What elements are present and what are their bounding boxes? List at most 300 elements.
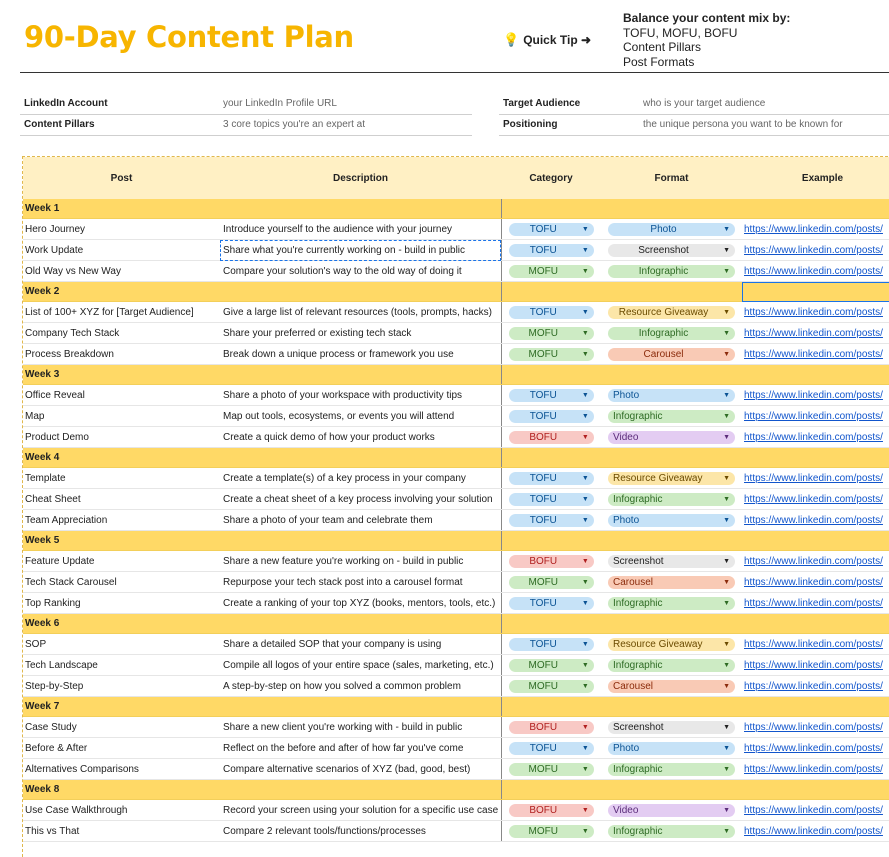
format-cell[interactable] xyxy=(601,240,742,261)
category-dropdown[interactable] xyxy=(509,638,594,651)
category-cell[interactable] xyxy=(501,717,601,738)
dropdown-arrow-icon: ▼ xyxy=(723,599,730,607)
table-row xyxy=(23,759,889,780)
dropdown-arrow-icon: ▼ xyxy=(723,412,730,420)
dropdown-arrow-icon: ▼ xyxy=(723,308,730,316)
example-link[interactable]: https://www.linkedin.com/posts/ xyxy=(742,323,889,344)
table-row xyxy=(23,593,889,614)
description-cell[interactable]: Give a large list of relevant resources (tools, prompts, hacks) xyxy=(220,302,501,323)
table-row xyxy=(23,240,889,261)
format-dropdown[interactable] xyxy=(608,555,735,568)
week-header-row xyxy=(23,780,889,800)
format-cell[interactable] xyxy=(601,406,742,427)
format-cell[interactable] xyxy=(601,717,742,738)
content-pillars-label: Content Pillars xyxy=(24,119,95,130)
category-value: MOFU xyxy=(528,327,558,339)
category-value: MOFU xyxy=(528,576,558,588)
post-cell[interactable]: Company Tech Stack xyxy=(23,323,220,344)
format-dropdown[interactable] xyxy=(608,576,735,589)
category-cell[interactable] xyxy=(501,240,601,261)
dropdown-arrow-icon: ▼ xyxy=(581,682,589,690)
example-cell[interactable] xyxy=(742,614,889,634)
dropdown-arrow-icon: ▼ xyxy=(723,723,730,731)
format-value: Photo xyxy=(613,742,640,754)
week-label: Week 4 xyxy=(23,448,220,468)
category-dropdown[interactable] xyxy=(509,555,594,568)
category-dropdown[interactable] xyxy=(509,514,594,527)
example-link[interactable]: https://www.linkedin.com/posts/ xyxy=(742,655,889,676)
content-mix-line: Content Pillars xyxy=(623,40,702,55)
format-value: Resource Giveaway xyxy=(613,638,703,650)
post-cell[interactable]: Product Demo xyxy=(23,427,220,448)
description-cell[interactable]: Record your screen using your solution for a specific use case xyxy=(220,800,501,821)
example-link[interactable]: https://www.linkedin.com/posts/ xyxy=(742,385,889,406)
table-row xyxy=(23,427,889,448)
category-cell[interactable] xyxy=(501,676,601,697)
dropdown-arrow-icon: ▼ xyxy=(581,806,589,814)
post-cell[interactable]: Top Ranking xyxy=(23,593,220,614)
category-cell[interactable] xyxy=(501,655,601,676)
post-cell[interactable]: Before & After xyxy=(23,738,220,759)
description-cell[interactable]: Compare your solution's way to the old way of doing it xyxy=(220,261,501,282)
category-value: TOFU xyxy=(529,597,557,609)
dropdown-arrow-icon: ▼ xyxy=(723,267,730,275)
content-pillars-row[interactable] xyxy=(20,115,472,136)
description-cell[interactable]: Break down a unique process or framework you use xyxy=(220,344,501,365)
dropdown-arrow-icon: ▼ xyxy=(581,827,589,835)
category-dropdown[interactable] xyxy=(509,327,594,340)
format-cell[interactable] xyxy=(601,634,742,655)
content-pillars-value[interactable]: 3 core topics you're an expert at xyxy=(223,119,365,130)
category-dropdown[interactable] xyxy=(509,348,594,361)
description-cell[interactable]: Share a detailed SOP that your company is using xyxy=(220,634,501,655)
dropdown-arrow-icon: ▼ xyxy=(581,246,589,254)
format-dropdown[interactable] xyxy=(608,638,735,651)
column-header-description[interactable]: Description xyxy=(220,157,501,199)
description-cell[interactable]: Share a new client you're working with - build in public xyxy=(220,717,501,738)
week-header-row xyxy=(23,614,889,634)
format-dropdown[interactable] xyxy=(608,265,735,278)
dropdown-arrow-icon: ▼ xyxy=(581,350,589,358)
table-row xyxy=(23,655,889,676)
category-value: BOFU xyxy=(529,721,558,733)
example-link[interactable]: https://www.linkedin.com/posts/ xyxy=(742,551,889,572)
format-value: Video xyxy=(613,431,639,443)
table-row xyxy=(23,489,889,510)
post-cell[interactable]: Tech Landscape xyxy=(23,655,220,676)
category-cell[interactable] xyxy=(501,427,601,448)
category-value: MOFU xyxy=(528,763,558,775)
format-dropdown[interactable] xyxy=(608,721,735,734)
table-row xyxy=(23,344,889,365)
format-cell[interactable] xyxy=(601,302,742,323)
example-link[interactable]: https://www.linkedin.com/posts/ xyxy=(742,510,889,531)
table-header-row xyxy=(23,157,889,199)
table-row xyxy=(23,323,889,344)
description-cell[interactable]: Repurpose your tech stack post into a carousel format xyxy=(220,572,501,593)
category-value: BOFU xyxy=(529,431,558,443)
table-row xyxy=(23,717,889,738)
category-dropdown[interactable] xyxy=(509,306,594,319)
example-cell[interactable] xyxy=(742,697,889,717)
format-dropdown[interactable] xyxy=(608,472,735,485)
column-header-format[interactable]: Format xyxy=(601,157,742,199)
quick-tip-label: Quick Tip ➜ xyxy=(523,33,592,47)
category-cell[interactable] xyxy=(501,344,601,365)
category-value: TOFU xyxy=(529,244,557,256)
dropdown-arrow-icon: ▼ xyxy=(723,806,730,814)
format-cell[interactable] xyxy=(601,593,742,614)
table-row xyxy=(23,800,889,821)
example-cell[interactable] xyxy=(742,199,889,219)
format-value: Carousel xyxy=(613,576,654,588)
week-label: Week 2 xyxy=(23,282,220,302)
description-cell[interactable]: Introduce yourself to the audience with your journey xyxy=(220,219,501,240)
category-cell[interactable] xyxy=(501,323,601,344)
linkedin-account-row[interactable] xyxy=(20,94,472,115)
example-link[interactable]: https://www.linkedin.com/posts/ xyxy=(742,344,889,365)
format-cell[interactable] xyxy=(601,219,742,240)
week-header-row xyxy=(23,365,889,385)
example-link[interactable]: https://www.linkedin.com/posts/ xyxy=(742,489,889,510)
page-title: 90-Day Content Plan xyxy=(24,20,354,54)
category-value: MOFU xyxy=(528,348,558,360)
week-label: Week 3 xyxy=(23,365,220,385)
format-cell[interactable] xyxy=(601,572,742,593)
example-link[interactable]: https://www.linkedin.com/posts/ xyxy=(742,738,889,759)
week-header-row xyxy=(23,697,889,717)
format-value: Resource Giveaway xyxy=(618,306,709,318)
format-dropdown[interactable] xyxy=(608,223,735,236)
format-value: Infographic xyxy=(613,763,663,775)
category-cell[interactable] xyxy=(501,219,601,240)
category-cell[interactable] xyxy=(501,385,601,406)
post-cell[interactable]: Template xyxy=(23,468,220,489)
target-audience-row[interactable] xyxy=(499,94,889,115)
format-value: Screenshot xyxy=(613,555,664,567)
example-link[interactable]: https://www.linkedin.com/posts/ xyxy=(742,800,889,821)
category-dropdown[interactable] xyxy=(509,659,594,672)
positioning-value[interactable]: the unique persona you want to be known for xyxy=(643,119,843,130)
description-cell[interactable]: Share a photo of your workspace with productivity tips xyxy=(220,385,501,406)
category-dropdown[interactable] xyxy=(509,721,594,734)
dropdown-arrow-icon: ▼ xyxy=(581,474,589,482)
format-value: Photo xyxy=(613,389,640,401)
example-link[interactable]: https://www.linkedin.com/posts/ xyxy=(742,593,889,614)
description-cell[interactable]: Share a new feature you're working on - build in public xyxy=(220,551,501,572)
format-cell[interactable] xyxy=(601,261,742,282)
category-dropdown[interactable] xyxy=(509,389,594,402)
content-mix-line: Post Formats xyxy=(623,54,695,69)
format-cell[interactable] xyxy=(601,427,742,448)
post-cell[interactable]: List of 100+ XYZ for [Target Audience] xyxy=(23,302,220,323)
category-value: MOFU xyxy=(528,659,558,671)
example-link[interactable]: https://www.linkedin.com/posts/ xyxy=(742,572,889,593)
category-cell[interactable] xyxy=(501,821,601,842)
dropdown-arrow-icon: ▼ xyxy=(723,350,730,358)
category-dropdown[interactable] xyxy=(509,742,594,755)
example-cell[interactable] xyxy=(742,448,889,468)
positioning-label: Positioning xyxy=(503,119,558,130)
dropdown-arrow-icon: ▼ xyxy=(581,578,589,586)
format-value: Infographic xyxy=(638,265,689,277)
example-link[interactable]: https://www.linkedin.com/posts/ xyxy=(742,302,889,323)
target-audience-value[interactable]: who is your target audience xyxy=(643,98,766,109)
category-cell[interactable] xyxy=(501,302,601,323)
category-cell[interactable] xyxy=(501,489,601,510)
dropdown-arrow-icon: ▼ xyxy=(723,391,730,399)
example-link[interactable]: https://www.linkedin.com/posts/ xyxy=(742,676,889,697)
post-cell[interactable]: Feature Update xyxy=(23,551,220,572)
format-value: Infographic xyxy=(613,493,663,505)
description-cell[interactable]: Compare alternative scenarios of XYZ (bad, good, best) xyxy=(220,759,501,780)
table-row xyxy=(23,302,889,323)
format-value: Infographic xyxy=(613,659,663,671)
format-dropdown[interactable] xyxy=(608,410,735,423)
dropdown-arrow-icon: ▼ xyxy=(723,225,730,233)
description-cell[interactable]: Create a ranking of your top XYZ (books, mentors, tools, etc.) xyxy=(220,593,501,614)
format-cell[interactable] xyxy=(601,510,742,531)
description-cell[interactable]: Share what you're currently working on - build in public xyxy=(220,240,501,261)
format-cell[interactable] xyxy=(601,551,742,572)
format-value: Infographic xyxy=(613,410,663,422)
format-cell[interactable] xyxy=(601,489,742,510)
quick-tip xyxy=(503,32,591,48)
category-cell[interactable] xyxy=(501,468,601,489)
post-cell[interactable]: Map xyxy=(23,406,220,427)
description-cell[interactable]: Share a photo of your team and celebrate them xyxy=(220,510,501,531)
dropdown-arrow-icon: ▼ xyxy=(581,433,589,441)
table-row xyxy=(23,821,889,842)
category-dropdown[interactable] xyxy=(509,680,594,693)
example-link[interactable]: https://www.linkedin.com/posts/ xyxy=(742,717,889,738)
description-cell[interactable]: Create a quick demo of how your product works xyxy=(220,427,501,448)
category-cell[interactable] xyxy=(501,593,601,614)
category-dropdown[interactable] xyxy=(509,265,594,278)
category-value: TOFU xyxy=(529,638,557,650)
column-header-example[interactable]: Example xyxy=(742,157,889,199)
format-dropdown[interactable] xyxy=(608,825,735,838)
dropdown-arrow-icon: ▼ xyxy=(723,640,730,648)
category-dropdown[interactable] xyxy=(509,410,594,423)
category-dropdown[interactable] xyxy=(509,576,594,589)
example-cell[interactable] xyxy=(742,365,889,385)
table-row xyxy=(23,261,889,282)
category-value: TOFU xyxy=(529,514,557,526)
example-link[interactable]: https://www.linkedin.com/posts/ xyxy=(742,821,889,842)
dropdown-arrow-icon: ▼ xyxy=(581,412,589,420)
table-row xyxy=(23,572,889,593)
category-value: MOFU xyxy=(528,825,558,837)
format-value: Carousel xyxy=(643,348,684,360)
category-value: TOFU xyxy=(529,223,557,235)
format-cell[interactable] xyxy=(601,738,742,759)
example-cell[interactable] xyxy=(742,780,889,800)
format-cell[interactable] xyxy=(601,385,742,406)
category-dropdown[interactable] xyxy=(509,825,594,838)
category-cell[interactable] xyxy=(501,406,601,427)
description-cell[interactable]: Compare 2 relevant tools/functions/processes xyxy=(220,821,501,842)
table-row xyxy=(23,406,889,427)
category-value: TOFU xyxy=(529,410,557,422)
column-header-category[interactable]: Category xyxy=(501,157,601,199)
week-header-row xyxy=(23,531,889,551)
category-cell[interactable] xyxy=(501,510,601,531)
example-link[interactable]: https://www.linkedin.com/posts/ xyxy=(742,406,889,427)
post-cell[interactable]: Alternatives Comparisons xyxy=(23,759,220,780)
post-cell[interactable]: Use Case Walkthrough xyxy=(23,800,220,821)
example-link[interactable]: https://www.linkedin.com/posts/ xyxy=(742,219,889,240)
format-value: Photo xyxy=(650,223,677,235)
category-dropdown[interactable] xyxy=(509,597,594,610)
week-label: Week 7 xyxy=(23,697,220,717)
post-cell[interactable]: This vs That xyxy=(23,821,220,842)
format-cell[interactable] xyxy=(601,676,742,697)
dropdown-arrow-icon: ▼ xyxy=(581,225,589,233)
format-dropdown[interactable] xyxy=(608,763,735,776)
dropdown-arrow-icon: ▼ xyxy=(581,391,589,399)
dropdown-arrow-icon: ▼ xyxy=(723,433,730,441)
category-dropdown[interactable] xyxy=(509,763,594,776)
example-link[interactable]: https://www.linkedin.com/posts/ xyxy=(742,759,889,780)
format-dropdown[interactable] xyxy=(608,597,735,610)
post-cell[interactable]: Old Way vs New Way xyxy=(23,261,220,282)
dropdown-arrow-icon: ▼ xyxy=(581,640,589,648)
table-row xyxy=(23,468,889,489)
category-value: TOFU xyxy=(529,306,557,318)
format-dropdown[interactable] xyxy=(608,680,735,693)
table-row xyxy=(23,634,889,655)
post-cell[interactable]: Step-by-Step xyxy=(23,676,220,697)
post-cell[interactable]: Hero Journey xyxy=(23,219,220,240)
content-mix-heading: Balance your content mix by: xyxy=(623,11,791,25)
format-dropdown[interactable] xyxy=(608,514,735,527)
example-link[interactable]: https://www.linkedin.com/posts/ xyxy=(742,468,889,489)
dropdown-arrow-icon: ▼ xyxy=(581,516,589,524)
post-cell[interactable]: Process Breakdown xyxy=(23,344,220,365)
format-value: Video xyxy=(613,804,639,816)
week-label: Week 5 xyxy=(23,531,220,551)
post-cell[interactable]: SOP xyxy=(23,634,220,655)
category-value: MOFU xyxy=(528,680,558,692)
format-cell[interactable] xyxy=(601,468,742,489)
category-value: TOFU xyxy=(529,389,557,401)
category-dropdown[interactable] xyxy=(509,472,594,485)
category-dropdown[interactable] xyxy=(509,244,594,257)
column-header-post[interactable]: Post xyxy=(23,157,220,199)
dropdown-arrow-icon: ▼ xyxy=(581,765,589,773)
post-cell[interactable]: Office Reveal xyxy=(23,385,220,406)
format-dropdown[interactable] xyxy=(608,306,735,319)
category-cell[interactable] xyxy=(501,551,601,572)
description-cell[interactable]: Reflect on the before and after of how far you've come xyxy=(220,738,501,759)
dropdown-arrow-icon: ▼ xyxy=(723,578,730,586)
dropdown-arrow-icon: ▼ xyxy=(581,723,589,731)
format-dropdown[interactable] xyxy=(608,389,735,402)
category-cell[interactable] xyxy=(501,634,601,655)
format-dropdown[interactable] xyxy=(608,742,735,755)
example-link[interactable]: https://www.linkedin.com/posts/ xyxy=(742,240,889,261)
format-dropdown[interactable] xyxy=(608,348,735,361)
dropdown-arrow-icon: ▼ xyxy=(581,661,589,669)
week-label: Week 6 xyxy=(23,614,220,634)
description-cell[interactable]: Create a cheat sheet of a key process involving your solution xyxy=(220,489,501,510)
post-cell[interactable]: Team Appreciation xyxy=(23,510,220,531)
category-value: BOFU xyxy=(529,555,558,567)
format-dropdown[interactable] xyxy=(608,659,735,672)
post-cell[interactable]: Cheat Sheet xyxy=(23,489,220,510)
week-header-row xyxy=(23,448,889,468)
category-cell[interactable] xyxy=(501,572,601,593)
example-link[interactable]: https://www.linkedin.com/posts/ xyxy=(742,634,889,655)
lightbulb-icon: 💡 xyxy=(503,32,520,47)
example-link[interactable]: https://www.linkedin.com/posts/ xyxy=(742,261,889,282)
category-cell[interactable] xyxy=(501,800,601,821)
description-cell[interactable]: Share your preferred or existing tech stack xyxy=(220,323,501,344)
post-cell[interactable]: Work Update xyxy=(23,240,220,261)
format-cell[interactable] xyxy=(601,800,742,821)
dropdown-arrow-icon: ▼ xyxy=(723,516,730,524)
dropdown-arrow-icon: ▼ xyxy=(723,246,730,254)
description-cell[interactable]: Create a template(s) of a key process in your company xyxy=(220,468,501,489)
dropdown-arrow-icon: ▼ xyxy=(723,827,730,835)
category-dropdown[interactable] xyxy=(509,804,594,817)
format-value: Resource Giveaway xyxy=(613,472,703,484)
category-value: BOFU xyxy=(529,804,558,816)
example-link[interactable]: https://www.linkedin.com/posts/ xyxy=(742,427,889,448)
post-cell[interactable]: Case Study xyxy=(23,717,220,738)
content-mix-note xyxy=(623,11,790,69)
category-dropdown[interactable] xyxy=(509,223,594,236)
example-cell[interactable] xyxy=(742,531,889,551)
table-row xyxy=(23,551,889,572)
format-cell[interactable] xyxy=(601,759,742,780)
format-value: Infographic xyxy=(613,825,663,837)
category-dropdown[interactable] xyxy=(509,431,594,444)
format-value: Infographic xyxy=(638,327,689,339)
description-cell[interactable]: Compile all logos of your entire space (sales, marketing, etc.) xyxy=(220,655,501,676)
format-cell[interactable] xyxy=(601,344,742,365)
format-value: Infographic xyxy=(613,597,663,609)
format-cell[interactable] xyxy=(601,323,742,344)
format-cell[interactable] xyxy=(601,821,742,842)
category-cell[interactable] xyxy=(501,261,601,282)
content-plan-table xyxy=(22,156,889,857)
format-dropdown[interactable] xyxy=(608,431,735,444)
format-value: Carousel xyxy=(613,680,654,692)
post-cell[interactable]: Tech Stack Carousel xyxy=(23,572,220,593)
category-cell[interactable] xyxy=(501,759,601,780)
positioning-row[interactable] xyxy=(499,115,889,136)
week-label: Week 8 xyxy=(23,780,220,800)
linkedin-account-value[interactable]: your LinkedIn Profile URL xyxy=(223,98,337,109)
format-dropdown[interactable] xyxy=(608,804,735,817)
dropdown-arrow-icon: ▼ xyxy=(581,267,589,275)
format-cell[interactable] xyxy=(601,655,742,676)
format-dropdown[interactable] xyxy=(608,327,735,340)
dropdown-arrow-icon: ▼ xyxy=(581,495,589,503)
dropdown-arrow-icon: ▼ xyxy=(723,682,730,690)
format-dropdown[interactable] xyxy=(608,493,735,506)
category-cell[interactable] xyxy=(501,738,601,759)
example-cell[interactable] xyxy=(742,282,889,302)
description-cell[interactable]: A step-by-step on how you solved a common problem xyxy=(220,676,501,697)
description-cell[interactable]: Map out tools, ecosystems, or events you will attend xyxy=(220,406,501,427)
format-dropdown[interactable] xyxy=(608,244,735,257)
week-header-row xyxy=(23,282,889,302)
week-label: Week 1 xyxy=(23,199,220,219)
category-dropdown[interactable] xyxy=(509,493,594,506)
